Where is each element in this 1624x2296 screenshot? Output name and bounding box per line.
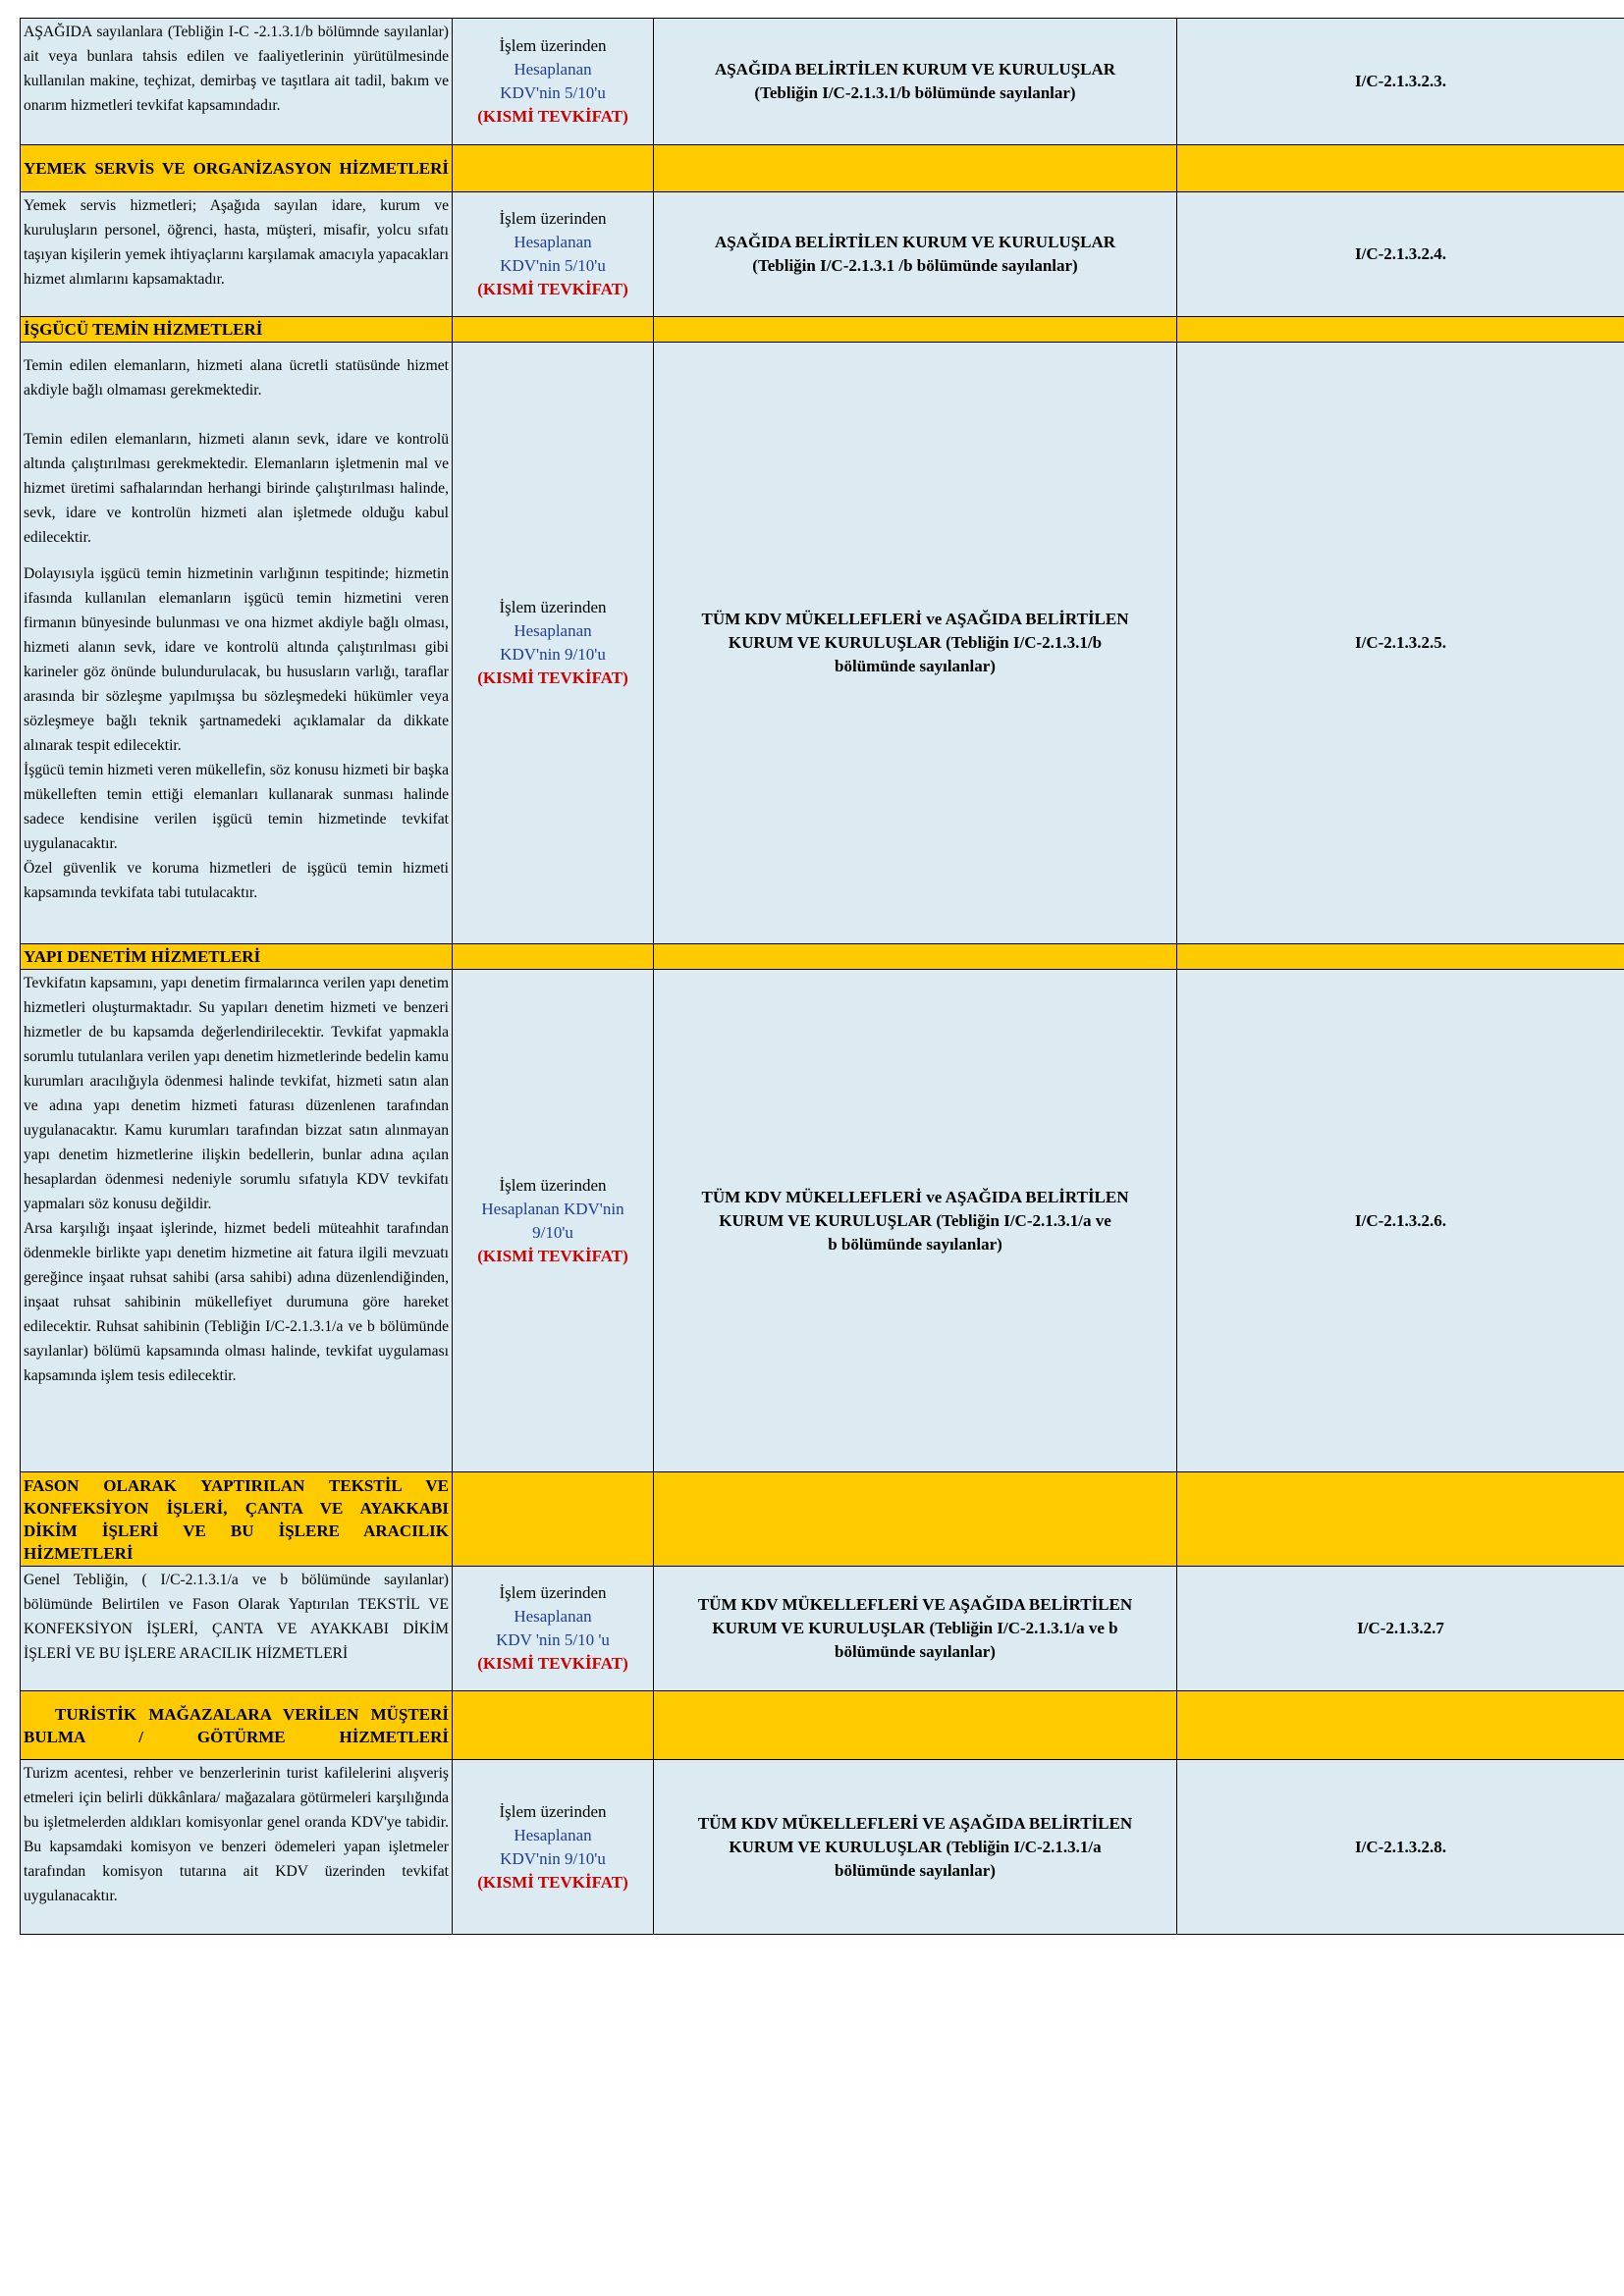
section-code: I/C-2.1.3.2.7 xyxy=(1177,1567,1624,1691)
section-header-row xyxy=(21,145,1624,192)
table-row xyxy=(21,343,1624,944)
table-row xyxy=(21,19,1624,145)
section-title: FASON OLARAK YAPTIRILAN TEKSTİL VE KONFEKSİYON İŞLERİ, ÇANTA VE AYAKKABI DİKİM İŞLERİ VE BU İŞLERE ARACILIK HİZMETLERİ xyxy=(21,1472,453,1567)
section-title: TURİSTİK MAĞAZALARA VERİLEN MÜŞTERİ BULMA / GÖTÜRME HİZMETLERİ xyxy=(21,1691,453,1760)
withholding-rate: İşlem üzerinden Hesaplanan KDV'nin 5/10'u (KISMİ TEVKİFAT) xyxy=(453,192,654,317)
service-description: Turizm acentesi, rehber ve benzerlerinin turist kafilelerini alışveriş etmeleri için belirli dükkânlara/ mağazalara götürmeleri karşılığında bu işletmelerden aldıkları komisyonlar genel oranda KDV'ye tabidir. Bu kapsamdaki komisyon ve benzeri ödemeleri yapan işletmeler tarafından komisyon tutarına ait KDV üzerinden tevkifat uygulanacaktır. xyxy=(21,1760,453,1935)
section-code: I/C-2.1.3.2.3. xyxy=(1177,19,1624,145)
section-header-row xyxy=(21,317,1624,343)
service-description: Tevkifatın kapsamını, yapı denetim firmalarınca verilen yapı denetim hizmetleri oluşturmaktadır. Su yapıları denetim hizmeti ve benzeri hizmetler de bu kapsamda değerlendirilecektir. Tevkifat yapmakla sorumlu tutulanlara verilen yapı denetim hizmetlerinde bedelin kamu kurumları aracılığıyla ödenmesi halinde tevkifat, hizmeti satın alan ve adına yapı denetim hizmeti faturası düzenlenen tarafından uygulanacaktır. Kamu kurumları tarafından bizzat satın alınmayan yapı denetim hizmetlerine ilişkin bedellerin, bunlar adına açılan hesaplardan ödenmesi nedeniyle sorumlu sıfatıyla KDV tevkifatı yapmaları söz konusu değildir. Arsa karşılığı inşaat işlerinde, hizmet bedeli müteahhit tarafından ödenmekle birlikte yapı denetim hizmetine ait fatura ilgili mevzuatı gereğince inşaat ruhsat sahibi (arsa sahibi) adına düzenlendiğinden, inşaat ruhsat sahibinin mükellefiyet durumuna göre hareket edilecektir. Ruhsat sahibinin (Tebliğin I/C-2.1.3.1/a ve b bölümünde sayılanlar) bölümü kapsamında olması halinde, tevkifat uygulaması kapsamında işlem tesis edilecektir. xyxy=(21,970,453,1472)
service-description: AŞAĞIDA sayılanlara (Tebliğin I-C -2.1.3.1/b bölümnde sayılanlar) ait veya bunlara tahsis edilen ve faaliyetlerinin yürütülmesinde kullanılan makine, teçhizat, demirbaş ve taşıtlara ait tadil, bakım ve onarım hizmetleri tevkifat kapsamındadır. xyxy=(21,19,453,145)
responsible-parties: TÜM KDV MÜKELLEFLERİ ve AŞAĞIDA BELİRTİLEN KURUM VE KURULUŞLAR (Tebliğin I/C-2.1.3.1/a ve b bölümünde sayılanlar) xyxy=(654,970,1177,1472)
responsible-parties: AŞAĞIDA BELİRTİLEN KURUM VE KURULUŞLAR (Tebliğin I/C-2.1.3.1/b bölümünde sayılanlar) xyxy=(654,19,1177,145)
section-header-row xyxy=(21,1472,1624,1567)
section-code: I/C-2.1.3.2.6. xyxy=(1177,970,1624,1472)
withholding-rate: İşlem üzerinden Hesaplanan KDV'nin 9/10'u (KISMİ TEVKİFAT) xyxy=(453,970,654,1472)
tevkifat-table xyxy=(20,18,1624,1935)
responsible-parties: TÜM KDV MÜKELLEFLERİ VE AŞAĞIDA BELİRTİLEN KURUM VE KURULUŞLAR (Tebliğin I/C-2.1.3.1/a bölümünde sayılanlar) xyxy=(654,1760,1177,1935)
service-description: Yemek servis hizmetleri; Aşağıda sayılan idare, kurum ve kuruluşların personel, öğrenci, hasta, müşteri, misafir, yolcu sıfatı taşıyan kişilerin yemek ihtiyaçlarını karşılamak amacıyla yapacakları hizmet alımlarını kapsamaktadır. xyxy=(21,192,453,317)
table-row xyxy=(21,1567,1624,1691)
service-description: Temin edilen elemanların, hizmeti alana ücretli statüsünde hizmet akdiyle bağlı olmaması gerekmektedir. Temin edilen elemanların, hizmeti alanın sevk, idare ve kontrolü altında çalıştırılması gerekmektedir. Elemanların işletmenin mal ve hizmet üretimi safhalarından herhangi birinde çalıştırılması halinde, sevk, idare ve kontrolün hizmeti alan işletmede olduğu kabul edilecektir. Dolayısıyla işgücü temin hizmetinin varlığının tespitinde; hizmetin ifasında kullanılan elemanların işgücü temin hizmetini veren firmanın bünyesinde bulunması ve ona hizmet akdiyle bağlı olması, hizmeti alanın sevk, idare ve kontrolü altında çalıştırılması gibi karineler göz önünde bulundurulacak, bu hususların varlığı, taraflar arasında bir sözleşme yapılmışsa bu sözleşmedeki hükümler veya sözleşmeye bağlı teknik şartnamedeki açıklamalar da dikkate alınarak tespit edilecektir. İşgücü temin hizmeti veren mükellefin, söz konusu hizmeti bir başka mükelleften temin ettiği elemanları kullanarak sunması halinde sadece kendisine verilen işgücü temin hizmetinde tevkifat uygulanacaktır. Özel güvenlik ve koruma hizmetleri de işgücü temin hizmeti kapsamında tevkifata tabi tutulacaktır. xyxy=(21,343,453,944)
withholding-rate: İşlem üzerinden Hesaplanan KDV'nin 9/10'u (KISMİ TEVKİFAT) xyxy=(453,1760,654,1935)
responsible-parties: AŞAĞIDA BELİRTİLEN KURUM VE KURULUŞLAR (Tebliğin I/C-2.1.3.1 /b bölümünde sayılanlar) xyxy=(654,192,1177,317)
withholding-rate: İşlem üzerinden Hesaplanan KDV 'nin 5/10 'u (KISMİ TEVKİFAT) xyxy=(453,1567,654,1691)
section-code: I/C-2.1.3.2.4. xyxy=(1177,192,1624,317)
table-row xyxy=(21,1760,1624,1935)
table-row xyxy=(21,192,1624,317)
responsible-parties: TÜM KDV MÜKELLEFLERİ ve AŞAĞIDA BELİRTİLEN KURUM VE KURULUŞLAR (Tebliğin I/C-2.1.3.1/b bölümünde sayılanlar) xyxy=(654,343,1177,944)
service-description: Genel Tebliğin, ( I/C-2.1.3.1/a ve b bölümünde sayılanlar) bölümünde Belirtilen ve Fason Olarak Yaptırılan TEKSTİL VE KONFEKSİYON İŞLERİ, ÇANTA VE AYAKKABI DİKİM İŞLERİ VE BU İŞLERE ARACILIK HİZMETLERİ xyxy=(21,1567,453,1691)
section-title: YEMEK SERVİS VE ORGANİZASYON HİZMETLERİ xyxy=(21,145,453,192)
section-title: İŞGÜCÜ TEMİN HİZMETLERİ xyxy=(21,317,453,343)
table-row xyxy=(21,970,1624,1472)
section-header-row xyxy=(21,944,1624,970)
withholding-rate: İşlem üzerinden Hesaplanan KDV'nin 9/10'u (KISMİ TEVKİFAT) xyxy=(453,343,654,944)
responsible-parties: TÜM KDV MÜKELLEFLERİ VE AŞAĞIDA BELİRTİLEN KURUM VE KURULUŞLAR (Tebliğin I/C-2.1.3.1/a ve b bölümünde sayılanlar) xyxy=(654,1567,1177,1691)
section-code: I/C-2.1.3.2.5. xyxy=(1177,343,1624,944)
section-header-row xyxy=(21,1691,1624,1760)
section-code: I/C-2.1.3.2.8. xyxy=(1177,1760,1624,1935)
section-title: YAPI DENETİM HİZMETLERİ xyxy=(21,944,453,970)
withholding-rate: İşlem üzerinden Hesaplanan KDV'nin 5/10'u (KISMİ TEVKİFAT) xyxy=(453,19,654,145)
